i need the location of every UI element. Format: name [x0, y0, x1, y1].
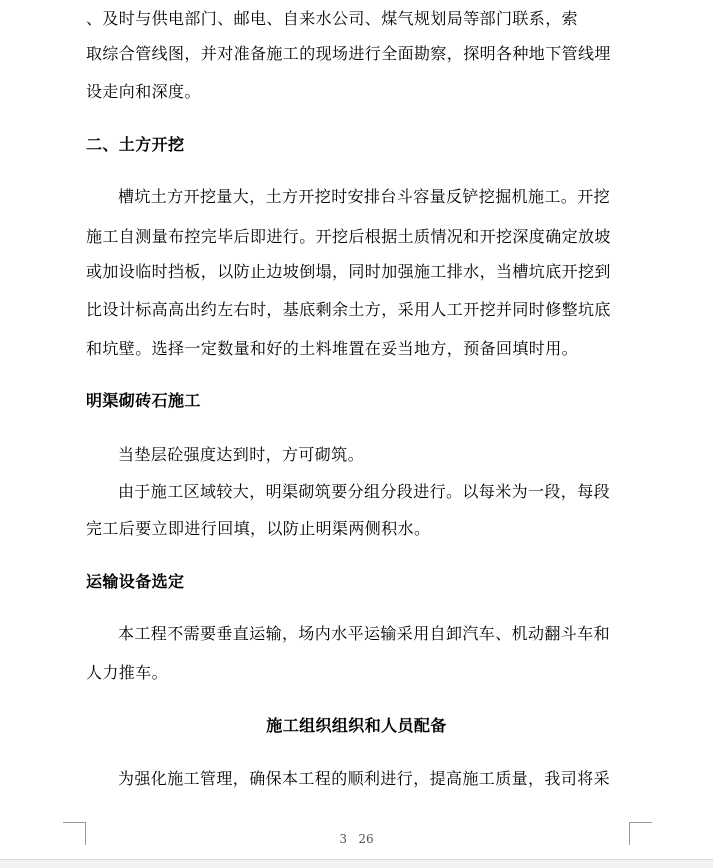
section-heading-organization: 施工组织组织和人员配备 — [266, 716, 447, 735]
section-heading-transport: 运输设备选定 — [86, 572, 185, 591]
paragraph-line: 比设计标高高出约左右时，基底剩余土方，采用人工开挖并同时修整坑底 — [86, 300, 611, 319]
section-heading-open-channel: 明渠砌砖石施工 — [86, 391, 201, 410]
paragraph-line: 完工后要立即进行回填，以防止明渠两侧积水。 — [86, 519, 431, 538]
paragraph-line: 本工程不需要垂直运输，场内水平运输采用自卸汽车、机动翻斗车和 — [118, 624, 611, 643]
paragraph-line: 当垫层砼强度达到时，方可砌筑。 — [118, 445, 365, 464]
total-page-count: 26 — [358, 832, 374, 846]
paragraph-line: 或加设临时挡板，以防止边坡倒塌，同时加强施工排水，当槽坑底开挖到 — [86, 262, 611, 281]
paragraph-line: 取综合管线图，并对准备施工的现场进行全面勘察，探明各种地下管线埋 — [86, 44, 611, 63]
paragraph-line: 为强化施工管理，确保本工程的顺利进行，提高施工质量，我司将采 — [118, 769, 611, 788]
paragraph-line: 人力推车。 — [86, 663, 169, 682]
paragraph-line: 设走向和深度。 — [86, 82, 201, 101]
paragraph-line: 和坑壁。选择一定数量和好的土料堆置在妥当地方，预备回填时用。 — [86, 339, 579, 358]
paragraph-line: 、及时与供电部门、邮电、自来水公司、煤气规划局等部门联系，索 — [86, 9, 579, 28]
current-page-number: 3 — [339, 832, 347, 846]
paragraph-line: 由于施工区域较大，明渠砌筑要分组分段进行。以每米为一段，每段 — [118, 482, 611, 501]
paragraph-line: 槽坑土方开挖量大，土方开挖时安排台斗容量反铲挖掘机施工。开挖 — [118, 187, 611, 206]
paragraph-line: 施工自测量布控完毕后即进行。开挖后根据土质情况和开挖深度确定放坡 — [86, 227, 611, 246]
section-heading-earthwork: 二、土方开挖 — [86, 135, 185, 154]
page-number — [0, 832, 713, 846]
